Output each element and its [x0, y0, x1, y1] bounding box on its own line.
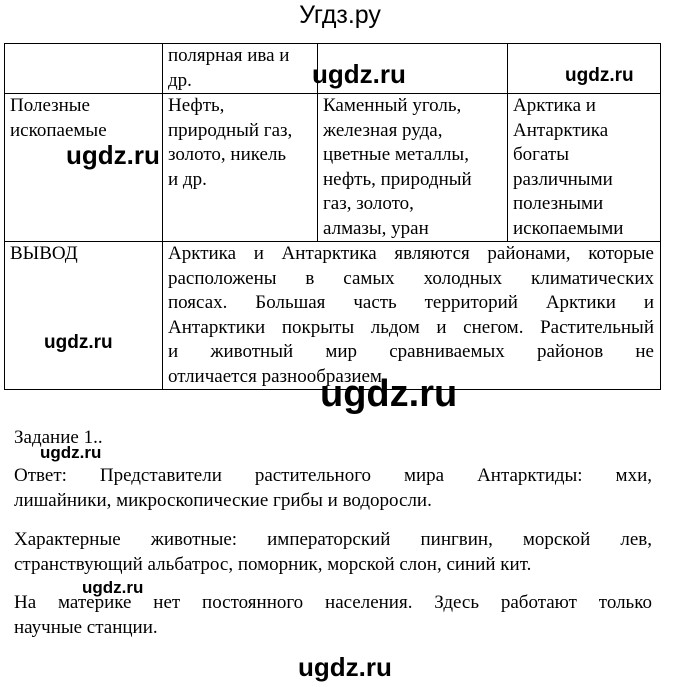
population-paragraph [14, 591, 652, 640]
table-cell [163, 44, 318, 94]
cell-text: полярная ива и [168, 45, 290, 66]
watermark: ugdz.ru [320, 373, 458, 415]
watermark: ugdz.ru [44, 332, 113, 353]
watermark: ugdz.ru [40, 443, 102, 462]
animals-paragraph [14, 528, 652, 577]
cell-text: нефть, природный [323, 168, 472, 190]
table-cell [5, 44, 163, 94]
population-line: научные станции. [14, 616, 158, 638]
answer-paragraph [14, 464, 652, 513]
site-title: Угдз.ру [299, 1, 381, 29]
watermark: ugdz.ru [66, 140, 160, 170]
row-header-text: ископаемые [10, 119, 107, 141]
population-line: На материке нет постоянного населения. Здесь работают только [14, 592, 652, 613]
watermark: ugdz.ru [298, 652, 392, 682]
cell-text: Антарктика [513, 119, 609, 141]
conclusion-text: и животный мир сравниваемых районов не [168, 341, 654, 362]
conclusion-text: Антарктики покрыты льдом и снегом. Растительный [168, 316, 654, 338]
cell-text: золото, никель [168, 144, 287, 165]
conclusion-cell [163, 242, 661, 390]
cell-text: и др. [168, 168, 207, 190]
watermark: ugdz.ru [312, 59, 406, 89]
cell-text: железная руда, [323, 119, 443, 141]
cell-text: Нефть, [168, 95, 225, 116]
conclusion-text: отличается разнообразием. [168, 365, 387, 387]
cell-text: полезными [513, 193, 604, 214]
conclusion-text: расположены в самых холодных климатических [168, 267, 654, 289]
cell-text: богаты [513, 144, 569, 165]
answer-line: лишайники, микроскопические грибы и водоросли. [14, 489, 432, 511]
row-header-text: ВЫВОД [10, 243, 78, 264]
cell-text: Арктика и [513, 95, 596, 116]
conclusion-text: Арктика и Антарктика являются районами, которые [168, 243, 654, 264]
table-cell [5, 242, 163, 390]
answer-line: Ответ: Представители растительного мира Антарктиды: мхи, [14, 465, 652, 486]
conclusion-text: поясах. Большая часть территорий Арктики и [168, 292, 654, 313]
cell-text: газ, золото, [323, 193, 414, 214]
cell-text: природный газ, [168, 119, 293, 141]
task-heading: Задание 1.. [14, 427, 103, 448]
cell-text: др. [168, 69, 192, 91]
row-header-text: Полезные [10, 95, 90, 116]
table-row [5, 242, 661, 390]
table-cell [318, 94, 508, 242]
cell-text: цветные металлы, [323, 144, 469, 165]
table-cell [508, 94, 661, 242]
cell-text: различными [513, 168, 613, 190]
table-cell [163, 94, 318, 242]
cell-text: Каменный уголь, [323, 95, 462, 116]
cell-text: ископаемыми [513, 217, 624, 239]
animals-line: странствующий альбатрос, поморник, морской слон, синий кит. [14, 553, 532, 575]
animals-line: Характерные животные: императорский пингвин, морской лев, [14, 529, 652, 550]
watermark: ugdz.ru [565, 65, 634, 86]
cell-text: алмазы, уран [323, 217, 429, 239]
watermark: ugdz.ru [82, 578, 144, 597]
